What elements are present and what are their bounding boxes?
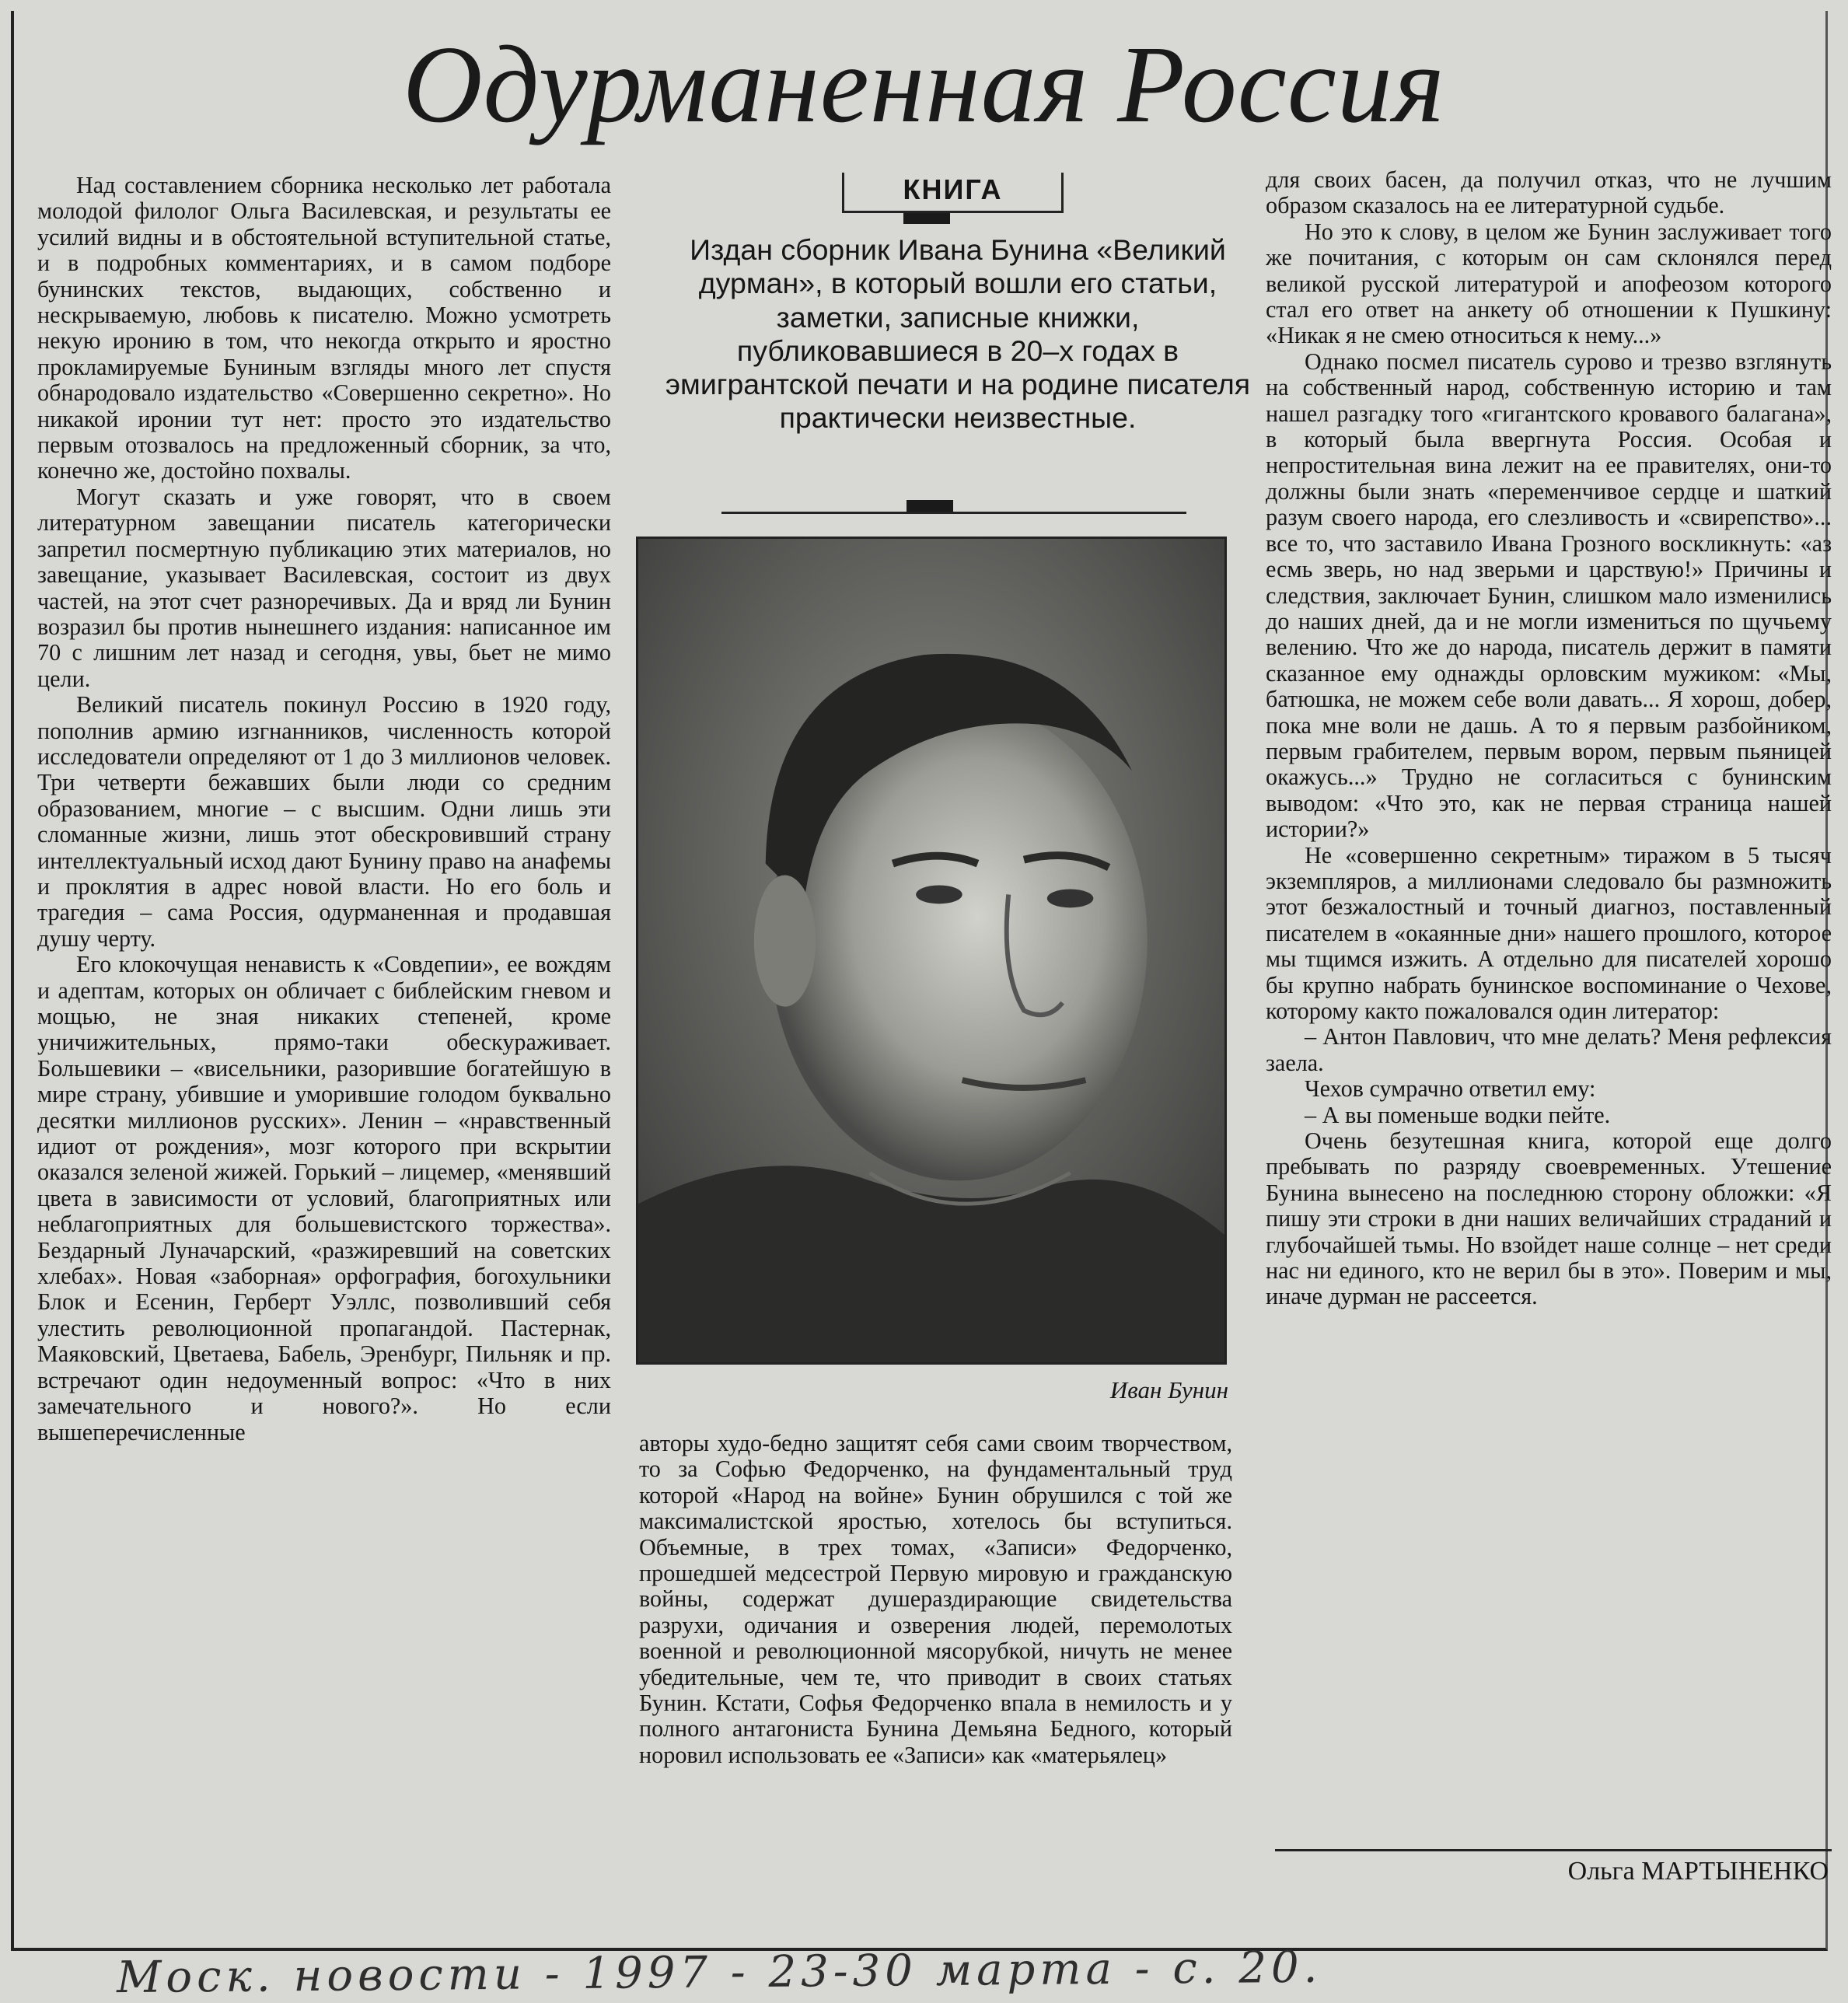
article-column-1 <box>37 173 611 1445</box>
author-portrait <box>636 537 1227 1365</box>
paragraph: Однако посмел писатель сурово и трезво взглянуть на собственный народ, собственную историю и там нашел разгадку того «гигантского кровавого балагана», в который была ввергнута Россия. Особая и непростительная вина лежит на ее правителях, они-то должны были знать «переменчивое сердце и шаткий разум своего народа, его слезливость и «свирепство»... все то, что заставило Ивана Грозного воскликнуть: «аз есмь зверь, но над зверьми и царствую!» Причины и следствия, заключает Бунин, слишком мало изменились до наших дней, да и не могли измениться по щучьему велению. Что же до народа, писатель держит в памяти сказанное ему однажды орловским мужиком: «Мы, батюшка, не можем себе воли давать... Я хорош, добер, пока мне воли не дашь. А то я первым разбойником, первым грабителем, первым вором, первым пьяницей окажусь...» Трудно не согласиться с бунинским выводом: «Что это, как не первая страница нашей истории?» <box>1266 348 1832 843</box>
paragraph: Очень безутешная книга, которой еще долго пребывать по разряду своевременных. Утешение Бунина вынесено на последнюю сторону обложки: «Я пишу эти строки в дни наших величайших страданий и глубочайшей тьмы. Но взойдет наше солнце – нет среди нас ни единого, кто не верил бы в это». Поверим и мы, иначе дурман не рассеется. <box>1266 1127 1832 1310</box>
paragraph: авторы худо-бедно защитят себя сами своим творчеством, то за Софью Федорченко, на фундаментальный труд которой «Народ на войне» Бунин обрушился с той же максималистской яростью, хотелось бы вступиться. Объемные, в трех томах, «Записи» Федорченко, прошедшей медсестрой Первую мировую и гражданскую войны, содержат душераздирающие свидетельства разрухи, одичания и озверения людей, перемолотых военной и революционной мясорубкой, ничуть не менее убедительные, чем те, что приводит в своих статьях Бунин. Кстати, Софья Федорченко впала в немилость и у полного антагониста Бунина Демьяна Бедного, который норовил использовать ее «Записи» как «матерьялец» <box>639 1430 1232 1768</box>
photo-caption: Иван Бунин <box>1109 1376 1228 1403</box>
paragraph: Могут сказать и уже говорят, что в своем литературном завещании писатель категорически запретил посмертную публикацию этих материалов, но завещание, указывает Василевская, состоит из двух частей, на этот счет разноречивых. Да и вряд ли Бунин возразил бы против нынешнего издания: написанное им 70 с лишним лет назад и сегодня, увы, бьет не мимо цели. <box>37 483 611 692</box>
portrait-image <box>638 539 1224 1362</box>
section-rubric: КНИГА <box>842 173 1064 213</box>
paragraph: Чехов сумрачно ответил ему: <box>1305 1075 1596 1103</box>
headline: Одурманенная Россия <box>403 23 1445 145</box>
paragraph: Великий писатель покинул Россию в 1920 году, пополнив армию изгнанников, численность которой исследователи определяют от 1 до 3 миллионов человек. Три четверти бежавших были люди со средним образованием, многие – с высшим. Одни лишь эти сломанные жизни, лишь этот обескровивший страну интеллектуальный исход дают Бунину право на анафемы и проклятия в адрес новой власти. Но его боль и трагедия – сама Россия, одурманенная и продавшая душу черту. <box>37 691 611 952</box>
paragraph: – Антон Павлович, что мне делать? Меня рефлексия заела. <box>1266 1023 1832 1076</box>
paragraph: Не «совершенно секретным» тиражом в 5 тысяч экземпляров, а миллионами следовало бы размножить этот безжалостный и точный диагноз, поставленный писателем в «окаянные дни» нашего прошлого, которое мы тщимся изжить. А отдельно для писателей хорошо бы крупно набрать бунинское воспоминание о Чехове, которому както пожаловался один литератор: <box>1266 841 1832 1024</box>
paragraph: для своих басен, да получил отказ, что не лучшим образом сказалось на ее литературной судьбе. <box>1266 166 1832 219</box>
article-column-2 <box>639 1431 1232 1768</box>
paragraph: Над составлением сборника несколько лет работала молодой филолог Ольга Василевская, и результаты ее усилий видны и в обстоятельной вступительной статье, и в подробных комментариях, и в самом подборе бунинских текстов, выдающих, собственно и нескрываемую, любовь к писателю. Можно усмотреть некую иронию в том, что некогда открыто и яростно прокламируемые Буниным взгляды много лет спустя обнародовало издательство «Совершенно секретно». Но никакой иронии тут нет: просто это издательство первым отозвалось на предложенный сборник, за что, конечно же, достойно похвалы. <box>37 172 611 484</box>
byline-rule <box>1275 1849 1832 1851</box>
handwritten-source-note: Моск. новости - 1997 - 23-30 марта - с. 20. <box>116 1942 1322 2003</box>
lede: Издан сборник Ивана Бунина «Великий дурман», в который вошли его статьи, заметки, записные книжки, публиковавшиеся в 20–х годах в эмигрантской печати и на родине писателя практически неизвестные. <box>665 233 1251 435</box>
paragraph: – А вы поменьше водки пейте. <box>1305 1101 1611 1128</box>
byline: Ольга МАРТЫНЕНКО <box>1567 1857 1829 1886</box>
lede-tab-decoration <box>907 500 953 512</box>
rubric-tab-decoration <box>903 213 950 224</box>
article-column-3 <box>1266 167 1832 1310</box>
paragraph: Но это к слову, в целом же Бунин заслуживает того же почитания, с которым он сам склонялся перед великой русской литературой и апофеозом которого стал его ответ на анкету об отношении к Пушкину: «Никак я не смею относиться к нему...» <box>1266 218 1832 349</box>
lede-rule <box>721 512 1186 514</box>
paragraph: Его клокочущая ненависть к «Совдепии», ее вождям и адептам, которых он обличает с библейским гневом и мощью, не зная никаких степеней, кроме уничижительных, прямо-таки обескураживает. Большевики – «висельники, разорившие богатейшую в мире страну, убившие и уморившие голодом буквально десятки миллионов русских». Ленин – «нравственный идиот от рождения», мозг которого при вскрытии оказался зеленой жижей. Горький – лицемер, «менявший цвета в зависимости от условий, благоприятных или неблагоприятных для большевистского торжества». Бездарный Луначарский, «разжиревший на советских хлебах». Новая «заборная» орфография, богохульники Блок и Есенин, Герберт Уэллс, позволивший себя улестить революционной пропагандой. Пастернак, Маяковский, Цветаева, Бабель, Эренбург, Пильняк и пр. встречают один недоуменный вопрос: «Что в них замечательного и нового?». Но если вышеперечисленные <box>37 951 611 1445</box>
